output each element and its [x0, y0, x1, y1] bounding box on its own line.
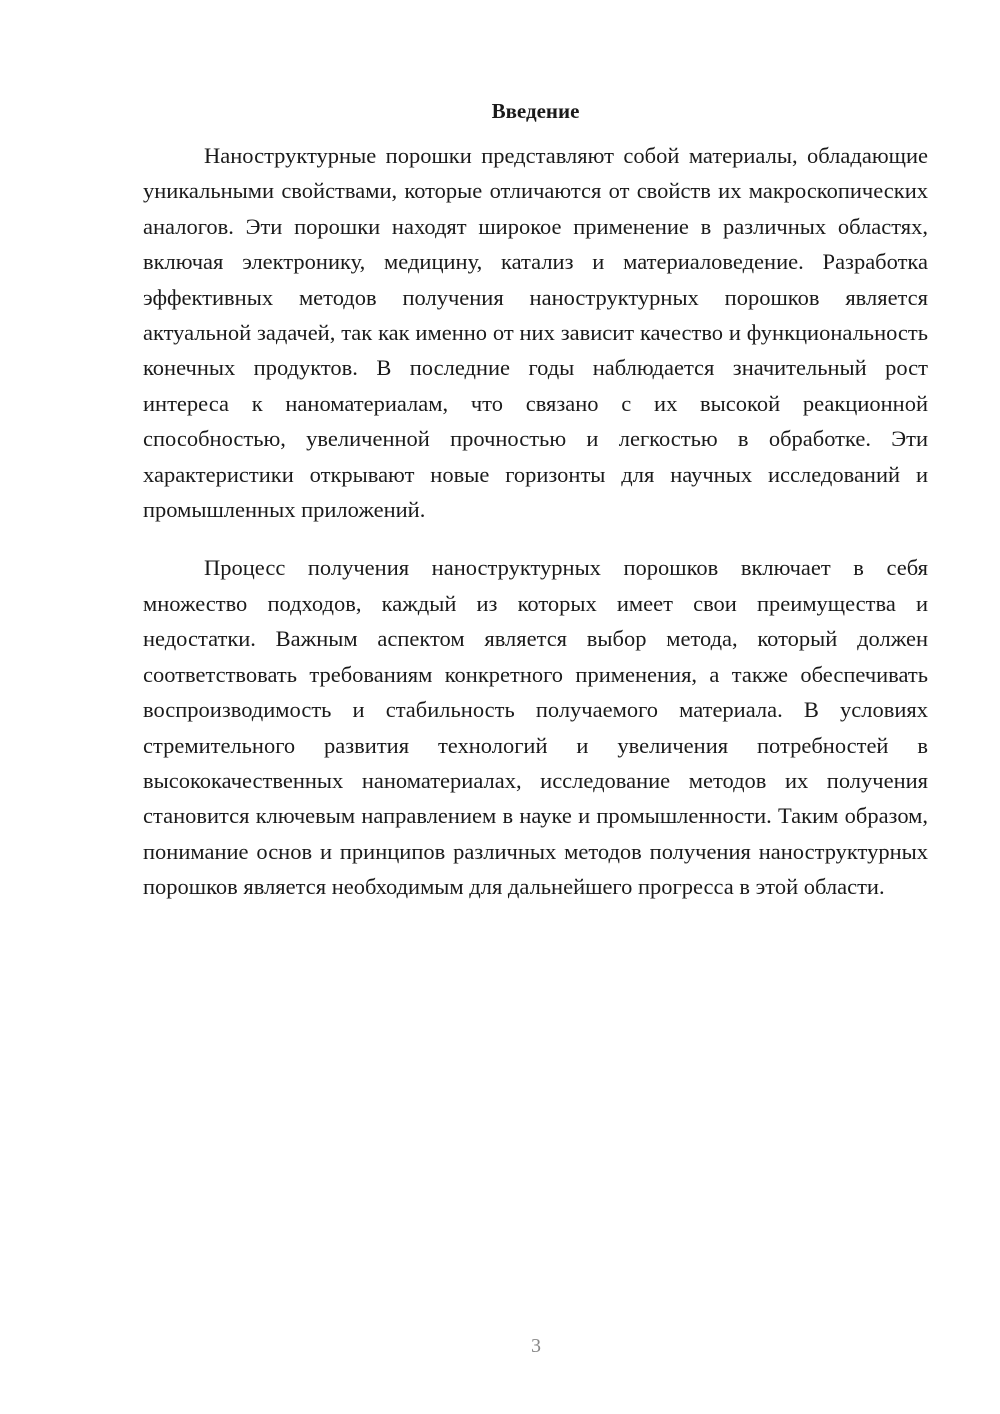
- page-number: 3: [531, 1335, 541, 1357]
- paragraph-1: Наноструктурные порошки представляют собой материалы, обладающие уникальными свойствами, которые отличаются от свойств их макроскопических аналогов. Эти порошки находят широкое применение в различных областях, включая электронику, медицину, катализ и материаловедение. Разработка эффективных методов получения наноструктурных порошков является актуальной задачей, так как именно от них зависит качество и функциональность конечных продуктов. В последние годы наблюдается значительный рост интереса к наноматериалам, что связано с их высокой реакционной способностью, увеличенной прочностью и легкостью в обработке. Эти характеристики открывают новые горизонты для научных исследований и промышленных приложений.: [143, 143, 928, 523]
- section-heading: Введение: [491, 99, 580, 123]
- paragraph-2: Процесс получения наноструктурных порошков включает в себя множество подходов, каждый из которых имеет свои преимущества и недостатки. Важным аспектом является выбор метода, который должен соответствовать требованиям конкретного применения, а также обеспечивать воспроизводимость и стабильность получаемого материала. В условиях стремительного развития технологий и увеличения потребностей в высококачественных наноматериалах, исследование методов их получения становится ключевым направлением в науке и промышленности. Таким образом, понимание основ и принципов различных методов получения наноструктурных порошков является необходимым для дальнейшего прогресса в этой области.: [143, 555, 928, 900]
- page-content: [143, 96, 928, 905]
